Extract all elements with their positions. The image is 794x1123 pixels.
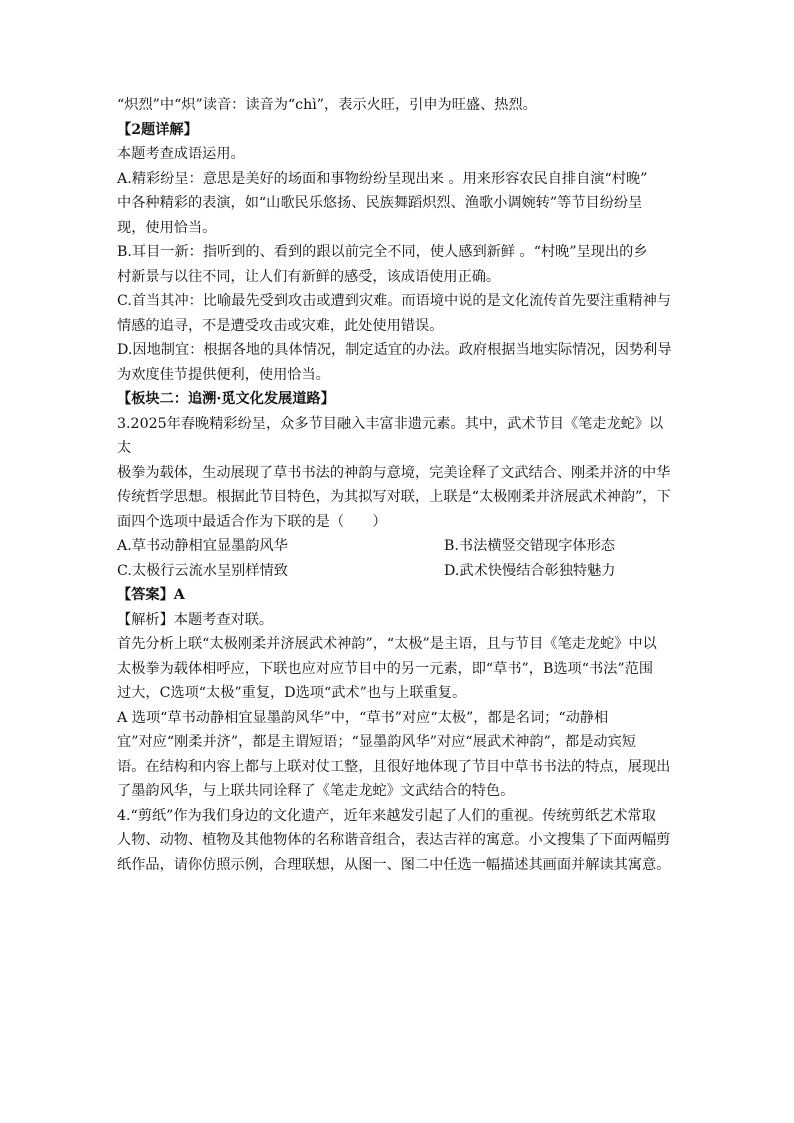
option-a: A.草书动静相宜显墨韵风华 (117, 538, 288, 554)
text-line: 现，使用恰当。 (117, 219, 217, 236)
text-line: 为欢度佳节提供便利，使用恰当。 (117, 366, 330, 383)
question-line: 3.2025年春晚精彩纷呈，众多节目融入丰富非遗元素。其中，武术节目《笔走龙蛇》以太 (117, 415, 664, 456)
section-heading: 【2题详解】 (117, 121, 198, 138)
text-line: A 选项“草书动静相宜显墨韵风华”中，“草书”对应“太极”，都是名词；“动静相 (117, 709, 609, 726)
text-line: 本题考查成语运用。 (117, 146, 245, 162)
question-line: 纸作品，请你仿照示例，合理联想，从图一、图二中任选一幅描述其画面并解读其寓意。 (117, 856, 671, 873)
text-line: “炽烈”中“炽”读音：读音为“chì”，表示火旺，引申为旺盛、热烈。 (117, 97, 537, 113)
text-line: C.首当其冲：比喻最先受到攻击或遭到灾难。而语境中说的是文化流传首先要注重精神与 (117, 293, 671, 309)
text-line: A.精彩纷呈：意思是美好的场面和事物纷纷呈现出来 。用来形容农民自排自演“村晚” (117, 170, 648, 187)
answer-label: 【答案】A (117, 587, 185, 603)
text-line: 过大，C选项“太极”重复，D选项“武术”也与上联重复。 (117, 685, 467, 701)
question-line: 面四个选项中最适合作为下联的是（ ） (117, 513, 387, 530)
section-heading: 【板块二：追溯·觅文化发展道路】 (117, 391, 335, 407)
text-line: B.耳目一新：指听到的、看到的跟以前完全不同，使人感到新鲜 。“村晚”呈现出的乡 (117, 244, 648, 260)
question-line: 人物、动物、植物及其他物体的名称谐音组合，表达吉祥的寓意。小文搜集了下面两幅剪 (117, 832, 671, 848)
text-line: 宜”对应“刚柔并济”，都是主谓短语；“显墨韵风华”对应“展武术神韵”，都是动宾短 (117, 734, 636, 750)
option-b: B.书法横竖交错现字体形态 (444, 538, 615, 554)
option-c: C.太极行云流水呈别样情致 (117, 562, 288, 579)
question-line: 极拳为载体，生动展现了草书书法的神韵与意境，完美诠释了文武结合、刚柔并济的中华 (117, 464, 671, 481)
answer-options (117, 534, 677, 583)
question-line: 传统哲学思想。根据此节目特色，为其拟写对联，上联是“太极刚柔并济展武术神韵”，下 (117, 489, 671, 505)
text-line: 了墨韵风华，与上联共同诠释了《笔走龙蛇》文武结合的特色。 (117, 783, 515, 799)
document-body (117, 93, 677, 877)
text-line: 语。在结构和内容上都与上联对仗工整，且很好地体现了节目中草书书法的特点，展现出 (117, 758, 671, 775)
text-line: 情感的追寻，不是遭受攻击或灾难，此处使用错误。 (117, 317, 444, 334)
text-line: D.因地制宜：根据各地的具体情况，制定适宜的办法。政府根据当地实际情况，因势利导 (117, 342, 672, 358)
text-line: 太极拳为载体相呼应，下联也应对应节目中的另一元素，即“草书”，B选项“书法”范围 (117, 660, 654, 677)
text-line: 首先分析上联“太极刚柔并济展武术神韵”，“太极”是主语，且与节目《笔走龙蛇》中以 (117, 636, 657, 652)
text-line: 村新景与以往不同，让人们有新鲜的感受，该成语使用正确。 (117, 268, 501, 285)
text-line: 中各种精彩的表演，如“山歌民乐悠扬、民族舞蹈炽烈、渔歌小调婉转”等节目纷纷呈 (117, 195, 643, 211)
option-d: D.武术快慢结合彰独特魅力 (444, 562, 616, 579)
analysis-label: 【解析】本题考查对联。 (117, 611, 274, 628)
question-line: 4.“剪纸”作为我们身边的文化遗产，近年来越发引起了人们的重视。传统剪纸艺术常取 (117, 807, 656, 824)
